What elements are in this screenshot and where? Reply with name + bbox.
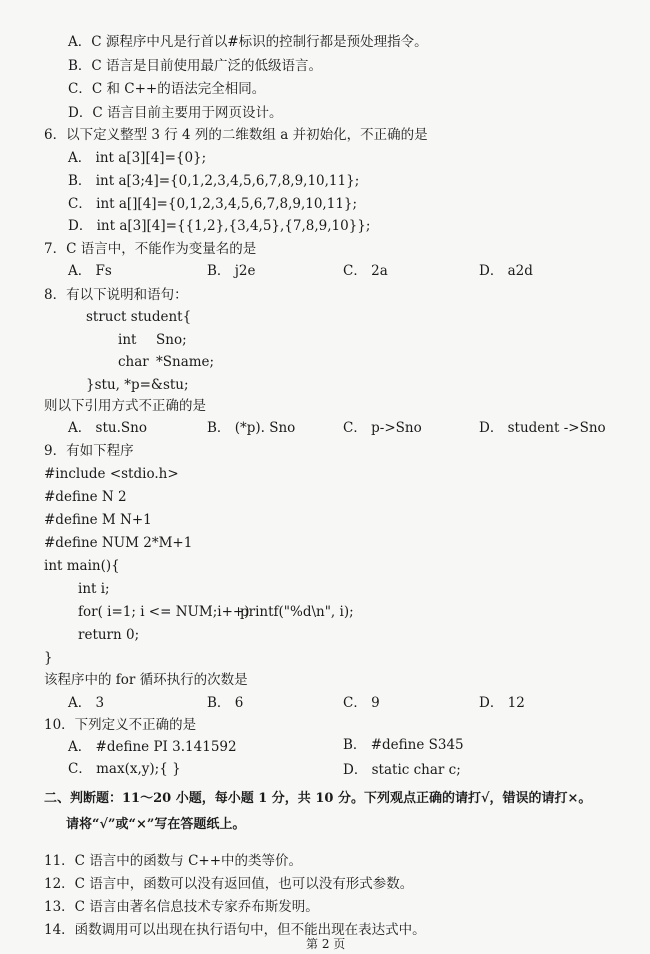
q10-option-c: C． max(x,y);{ }: [68, 761, 181, 777]
q9-option-b: B． 6: [207, 695, 244, 711]
q9-code-line: int main(){: [44, 558, 120, 574]
q9-code-line: #define M N+1: [44, 512, 152, 528]
q9-option-c: C． 9: [343, 695, 380, 711]
q8-code-keyword: int: [118, 332, 137, 348]
q7-stem: 7．C 语言中，不能作为变量名的是: [44, 241, 257, 257]
judge-item-12: 12．C 语言中，函数可以没有返回值，也可以没有形式参数。: [44, 876, 414, 892]
q8-option-c: C． p->Sno: [343, 420, 422, 436]
judge-item-14: 14．函数调用可以出现在执行语句中，但不能出现在表达式中。: [44, 922, 426, 938]
q10-stem: 10．下列定义不正确的是: [44, 717, 197, 733]
q6-option-d: D． int a[3][4]={{1,2},{3,4,5},{7,8,9,10}};: [68, 218, 371, 234]
q7-option-b: B． j2e: [207, 263, 256, 279]
q9-code-line: for( i=1; i <= NUM;i++): [78, 604, 250, 620]
q6-stem: 6．以下定义整型 3 行 4 列的二维数组 a 并初始化，不正确的是: [44, 127, 428, 143]
q9-code-line: printf("%d\n", i);: [240, 604, 354, 620]
q8-option-a: A． stu.Sno: [68, 420, 147, 436]
q10-option-a: A． #define PI 3.141592: [68, 739, 237, 755]
q8-code-keyword: char: [118, 354, 149, 370]
page-number: 第 2 页: [306, 937, 346, 951]
q4-option-a: A．C 源程序中凡是行首以#标识的控制行都是预处理指令。: [68, 34, 428, 50]
q9-code-line: #define NUM 2*M+1: [44, 535, 193, 551]
q9-code-line: #define N 2: [44, 489, 127, 505]
q8-option-d: D． student ->Sno: [479, 420, 606, 436]
q10-option-d: D． static char c;: [343, 762, 461, 778]
q9-stem: 9．有如下程序: [44, 443, 134, 459]
q9-code-line: #include <stdio.h>: [44, 466, 179, 482]
q8-stem: 8．有以下说明和语句：: [44, 287, 188, 303]
q8-code-line: }stu, *p=&stu;: [86, 377, 189, 393]
q8-code-line: struct student{: [86, 309, 192, 325]
q4-option-b: B．C 语言是目前使用最广泛的低级语言。: [68, 58, 323, 74]
q7-option-c: C． 2a: [343, 263, 388, 279]
judge-item-13: 13．C 语言由著名信息技术专家乔布斯发明。: [44, 899, 319, 915]
q6-option-a: A． int a[3][4]={0};: [68, 150, 207, 166]
q8-option-b: B． (*p). Sno: [207, 420, 296, 436]
section2-instruction: 请将“√”或“×”写在答题纸上。: [66, 817, 246, 832]
q6-option-b: B． int a[3;4]={0,1,2,3,4,5,6,7,8,9,10,11};: [68, 173, 360, 189]
q7-option-d: D． a2d: [479, 263, 533, 279]
q9-option-d: D． 12: [479, 695, 525, 711]
judge-item-11: 11．C 语言中的函数与 C++中的类等价。: [44, 853, 303, 869]
section2-heading: 二、判断题：11～20 小题，每小题 1 分，共 10 分。下列观点正确的请打√，错误的请打×。: [44, 791, 592, 806]
q9-option-a: A． 3: [68, 695, 105, 711]
q8-code-identifier: Sno;: [156, 332, 187, 348]
q9-code-line: return 0;: [78, 627, 140, 643]
q4-option-d: D．C 语言目前主要用于网页设计。: [68, 105, 283, 121]
q9-code-line: }: [44, 650, 53, 666]
q7-option-a: A． Fs: [68, 263, 112, 279]
q10-option-b: B． #define S345: [343, 737, 464, 753]
q9-question: 该程序中的 for 循环执行的次数是: [44, 672, 248, 688]
q8-question: 则以下引用方式不正确的是: [44, 398, 206, 414]
q8-code-identifier: *Sname;: [156, 354, 215, 370]
q4-option-c: C．C 和 C++的语法完全相同。: [68, 81, 266, 97]
q9-code-line: int i;: [78, 581, 110, 597]
q6-option-c: C． int a[][4]={0,1,2,3,4,5,6,7,8,9,10,11};: [68, 196, 358, 212]
